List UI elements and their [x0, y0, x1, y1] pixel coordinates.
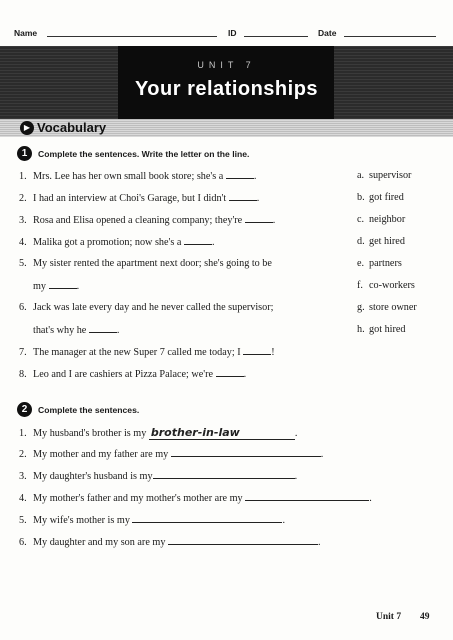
answer-blank[interactable]: [168, 536, 318, 545]
word-bank-option-b: [357, 192, 404, 203]
unit-banner: [0, 46, 453, 119]
item-number: 3.: [19, 471, 27, 482]
section-title: Vocabulary: [37, 120, 107, 135]
exercise1-item-1: [19, 170, 256, 182]
exercise-number-badge: 2: [17, 402, 32, 417]
item-number: 6.: [19, 537, 27, 548]
item-punct: .: [272, 215, 276, 226]
answer-blank[interactable]: [226, 170, 254, 179]
answer-blank[interactable]: [245, 492, 369, 501]
item-text: The manager at the new Super 7 called me today; I: [33, 347, 241, 358]
option-letter: h.: [357, 324, 365, 335]
item-punct: .: [282, 515, 286, 526]
date-field-line[interactable]: [344, 36, 436, 37]
option-letter: d.: [357, 236, 365, 247]
option-text: got fired: [369, 192, 404, 203]
item-punct: .: [243, 369, 247, 380]
option-text: get hired: [369, 236, 405, 247]
id-field-line[interactable]: [244, 36, 308, 37]
option-letter: b.: [357, 192, 365, 203]
unit-title: Your relationships: [134, 78, 319, 100]
item-text: Malika got a promotion; now she's a: [33, 237, 182, 248]
exercise2-item-3: [19, 470, 297, 482]
word-bank-option-f: [357, 280, 415, 291]
item-text: Rosa and Elisa opened a cleaning company; they're: [33, 215, 243, 226]
item-text: My sister rented the apartment next door; she's going to be: [33, 258, 272, 269]
exercise1-item-3: [19, 214, 275, 226]
item-number: 2.: [19, 449, 27, 460]
answer-blank[interactable]: [153, 470, 295, 479]
exercise2-item-2: [19, 448, 323, 460]
item-text: My mother and my father are my: [33, 449, 169, 460]
exercise1-item-6: [19, 302, 273, 313]
exercise2-item-4: [19, 492, 372, 504]
option-text: got hired: [369, 324, 406, 335]
play-arrow-icon: ▶: [20, 121, 34, 135]
answer-blank[interactable]: [49, 280, 77, 289]
answer-blank[interactable]: [216, 368, 244, 377]
item-punct: .: [294, 428, 298, 439]
item-number: 2.: [19, 193, 27, 204]
page-number: 49: [420, 612, 430, 622]
item-punct: .: [317, 537, 321, 548]
option-text: co-workers: [369, 280, 415, 291]
exercise-number-badge: 1: [17, 146, 32, 161]
answer-blank[interactable]: [229, 192, 257, 201]
item-punct: .: [253, 171, 257, 182]
item-text: My husband's brother is my: [33, 428, 147, 439]
item-number: 5.: [19, 258, 27, 269]
item-punct: .: [116, 325, 120, 336]
student-info-header: [14, 26, 439, 42]
answer-blank[interactable]: [243, 346, 271, 355]
item-number: 1.: [19, 428, 27, 439]
exercise1-item-5: [19, 258, 272, 269]
item-number: 3.: [19, 215, 27, 226]
item-number: 8.: [19, 369, 27, 380]
answer-blank[interactable]: [184, 236, 212, 245]
name-label: Name: [14, 28, 38, 38]
item-punct: .: [320, 449, 324, 460]
item-text: Mrs. Lee has her own small book store; she's a: [33, 171, 224, 182]
item-number: 7.: [19, 347, 27, 358]
item-text: I had an interview at Choi's Garage, but I didn't: [33, 193, 227, 204]
vocabulary-section-bar: [0, 119, 453, 137]
item-punct: .: [76, 281, 80, 292]
option-text: store owner: [369, 302, 417, 313]
item-number: 4.: [19, 237, 27, 248]
answer-blank[interactable]: [171, 448, 321, 457]
item-text: My wife's mother is my: [33, 515, 130, 526]
item-punct: .: [211, 237, 215, 248]
exercise1-item-7: [19, 346, 275, 358]
item-text: My daughter's husband is my: [33, 471, 153, 482]
item-number: 6.: [19, 302, 27, 313]
exercise2-item-5: [19, 514, 285, 526]
exercise1-item-2: [19, 192, 259, 204]
date-label: Date: [318, 28, 337, 38]
exercise2-item-6: [19, 536, 321, 548]
word-bank-option-h: [357, 324, 406, 335]
word-bank-option-e: [357, 258, 402, 269]
item-punct: .: [256, 193, 260, 204]
option-letter: a.: [357, 170, 365, 181]
item-text: My mother's father and my mother's mother are my: [33, 493, 243, 504]
unit-label: UNIT 7: [197, 60, 256, 70]
word-bank-option-d: [357, 236, 405, 247]
item-number: 5.: [19, 515, 27, 526]
item-number: 4.: [19, 493, 27, 504]
exercise-instruction: Complete the sentences. Write the letter on the line.: [38, 149, 250, 159]
exercise1-item-6-cont: [33, 324, 119, 336]
item-text: Jack was late every day and he never called the supervisor;: [33, 302, 274, 313]
item-punct: !: [271, 347, 275, 358]
name-field-line[interactable]: [47, 36, 217, 37]
answer-blank[interactable]: [132, 514, 282, 523]
item-text: my: [33, 281, 47, 292]
item-text: My daughter and my son are my: [33, 537, 166, 548]
option-letter: e.: [357, 258, 365, 269]
exercise-instruction: Complete the sentences.: [38, 405, 140, 415]
answer-blank[interactable]: [245, 214, 273, 223]
item-punct: .: [294, 471, 298, 482]
exercise1-item-4: [19, 236, 215, 248]
page-footer: [376, 612, 430, 622]
footer-unit: Unit 7: [376, 612, 402, 622]
option-letter: f.: [357, 280, 363, 291]
exercise2-item-1: [19, 426, 297, 440]
word-bank-option-g: [357, 302, 417, 313]
word-bank-option-a: [357, 170, 411, 181]
item-text: Leo and I are cashiers at Pizza Palace; we're: [33, 369, 214, 380]
item-text: that's why he: [33, 325, 87, 336]
option-letter: c.: [357, 214, 365, 225]
exercise1-item-5-cont: [33, 280, 79, 292]
answer-blank[interactable]: [89, 324, 117, 333]
item-punct: .: [369, 493, 372, 504]
item-number: 1.: [19, 171, 27, 182]
option-text: supervisor: [369, 170, 412, 181]
option-letter: g.: [357, 302, 365, 313]
word-bank-option-c: [357, 214, 405, 225]
option-text: neighbor: [369, 214, 406, 225]
id-label: ID: [228, 28, 237, 38]
exercise1-item-8: [19, 368, 246, 380]
option-text: partners: [369, 258, 402, 269]
handwritten-answer[interactable]: brother-in-law: [149, 426, 295, 440]
